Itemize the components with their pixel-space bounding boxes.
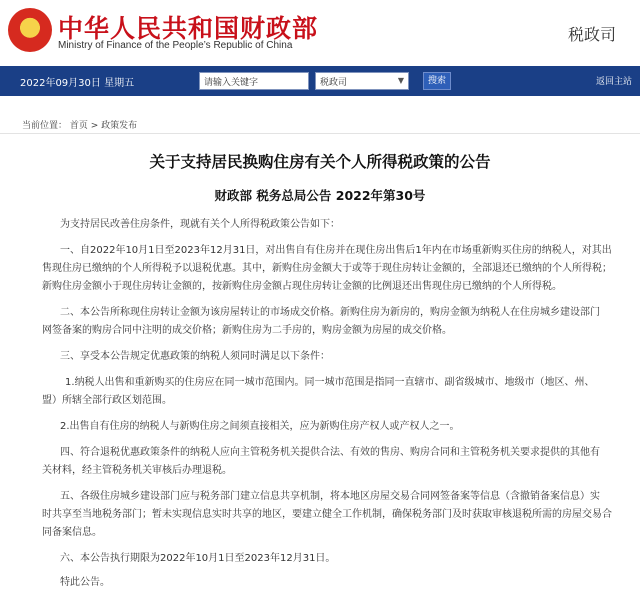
article-line: 三、享受本公告规定优惠政策的纳税人须同时满足以下条件： — [60, 351, 330, 362]
search-scope-value: 税政司 — [320, 78, 348, 88]
article-line: 四、符合退税优惠政策条件的纳税人应向主管税务机关提供合法、有效的售房、购房合同和主管税务机关要求提供的其他有 — [60, 447, 600, 458]
search-scope-select[interactable] — [315, 72, 409, 90]
article-line: 时共享至当地税务部门；暂未实现信息实时共享的地区，要建立健全工作机制，确保税务部门及时获取审核退税所需的房屋交易合 — [42, 509, 612, 520]
article-line: 一、自2022年10月1日至2023年12月31日，对出售自有住房并在现住房出售后1年内在市场重新购买住房的纳税人，对其出 — [60, 245, 612, 256]
article-line: 五、各级住房城乡建设部门应与税务部门建立信息共享机制，将本地区房屋交易合同网签备案等信息（含撤销备案信息）实 — [60, 491, 600, 502]
back-home-link[interactable]: 返回主站 — [595, 77, 632, 87]
article-closing: 特此公告。 — [60, 577, 110, 588]
article-line: 1.纳税人出售和重新购买的住房应在同一城市范围内。同一城市范围是指同一直辖市、副省级城市、地级市（地区、州、 — [65, 377, 595, 388]
article-line: 网签备案的购房合同中注明的成交价格；新购住房为二手房的，购房金额为房屋的成交价格。 — [42, 325, 452, 336]
site-header — [0, 0, 640, 66]
document-number: 财政部 税务总局公告 2022年第30号 — [214, 188, 426, 203]
section-name: 税政司 — [567, 25, 616, 44]
chevron-down-icon: ▼ — [397, 76, 404, 85]
article-paragraph-intro: 为支持居民改善住房条件，现就有关个人所得税政策公告如下： — [60, 219, 340, 230]
article-line: 盟）所辖全部行政区划范围。 — [42, 395, 172, 406]
article-line: 关材料，经主管税务机关审核后办理退税。 — [42, 465, 232, 476]
article-title: 关于支持居民换购住房有关个人所得税政策的公告 — [149, 153, 491, 171]
article-line: 售现住房已缴纳的个人所得税予以退税优惠。其中，新购住房金额大于或等于现住房转让金额的，全部退还已缴纳的个人所得税； — [42, 263, 612, 274]
national-emblem-icon[interactable] — [8, 8, 52, 52]
breadcrumb-text[interactable]: 当前位置： 首页 > 政策发布 — [22, 121, 138, 131]
article-line: 二、本公告所称现住房转让金额为该房屋转让的市场成交价格。新购住房为新房的，购房金额为纳税人在住房城乡建设部门 — [60, 307, 600, 318]
current-date: 2022年09月30日 星期五 — [20, 78, 135, 89]
article-line: 2.出售自有住房的纳税人与新购住房之间须直接相关，应为新购住房产权人或产权人之一。 — [60, 421, 460, 432]
search-input[interactable]: 请输入关键字 — [199, 72, 309, 90]
search-button[interactable]: 搜索 — [423, 72, 451, 90]
site-title-en: Ministry of Finance of the People’s Republic of China — [58, 40, 293, 51]
article-line: 同备案信息。 — [42, 527, 102, 538]
site-title-cn[interactable]: 中华人民共和国财政部 — [58, 14, 319, 43]
article-line: 新购住房金额小于现住房转让金额的，按新购住房金额占现住房转让金额的比例退还出售现住房已缴纳的个人所得税。 — [42, 281, 562, 292]
breadcrumb — [0, 114, 640, 134]
article-line: 六、本公告执行期限为2022年10月1日至2023年12月31日。 — [60, 553, 336, 564]
top-navbar — [0, 66, 640, 96]
